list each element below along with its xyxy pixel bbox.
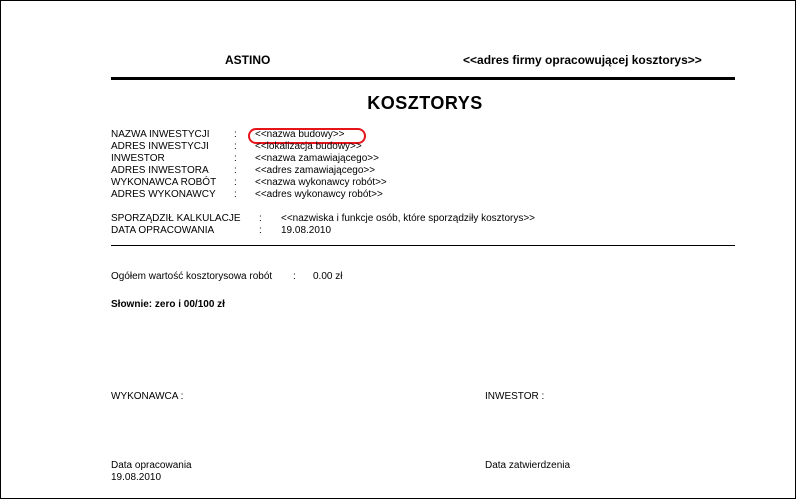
preparation-date-value: 19.08.2010 xyxy=(281,225,332,236)
separator: : xyxy=(234,129,237,140)
separator: : xyxy=(234,141,237,152)
prepared-by-value: <<nazwiska i funkcje osób, które sporządziły kosztorys>> xyxy=(281,213,536,224)
investment-address-label: ADRES INWESTYCJI xyxy=(111,141,209,152)
contractor-address-label: ADRES WYKONAWCY xyxy=(111,189,216,200)
investment-name-label: NAZWA INWESTYCJI xyxy=(111,129,210,140)
separator: : xyxy=(234,165,237,176)
preparer-address: <<adres firmy opracowującej kosztorys>> xyxy=(463,53,702,67)
investment-address-value: <<lokalizacja budowy>> xyxy=(255,141,362,152)
header-rule xyxy=(111,77,735,80)
investor-label: INWESTOR xyxy=(111,153,165,164)
separator: : xyxy=(234,189,237,200)
document-title: KOSZTORYS xyxy=(367,93,483,113)
investor-signature-label: INWESTOR : xyxy=(485,391,545,402)
prepared-date-label: Data opracowania xyxy=(111,460,192,471)
contractor-value: <<nazwa wykonawcy robót>> xyxy=(255,177,387,188)
separator: : xyxy=(234,177,237,188)
approval-date-label: Data zatwierdzenia xyxy=(485,460,571,471)
investor-address-label: ADRES INWESTORA xyxy=(111,165,209,176)
contractor-label: WYKONAWCA ROBÓT xyxy=(111,177,217,188)
separator: : xyxy=(259,225,262,236)
investor-value: <<nazwa zamawiającego>> xyxy=(255,153,379,164)
separator: : xyxy=(259,213,262,224)
investment-name-value: <<nazwa budowy>> xyxy=(255,129,345,140)
contractor-signature-label: WYKONAWCA : xyxy=(111,391,184,402)
section-divider xyxy=(111,245,735,246)
company-name: ASTINO xyxy=(225,53,271,67)
prepared-by-label: SPORZĄDZIŁ KALKULACJE xyxy=(111,213,241,224)
amount-in-words: Słownie: zero i 00/100 zł xyxy=(111,299,225,310)
total-label: Ogółem wartość kosztorysowa robót xyxy=(111,271,273,282)
separator: : xyxy=(234,153,237,164)
contractor-address-value: <<adres wykonawcy robót>> xyxy=(255,189,383,200)
investor-address-value: <<adres zamawiającego>> xyxy=(255,165,376,176)
prepared-date-value: 19.08.2010 xyxy=(111,472,162,483)
preparation-date-label: DATA OPRACOWANIA xyxy=(111,225,215,236)
total-value: 0.00 zł xyxy=(313,271,343,282)
separator: : xyxy=(293,271,296,282)
